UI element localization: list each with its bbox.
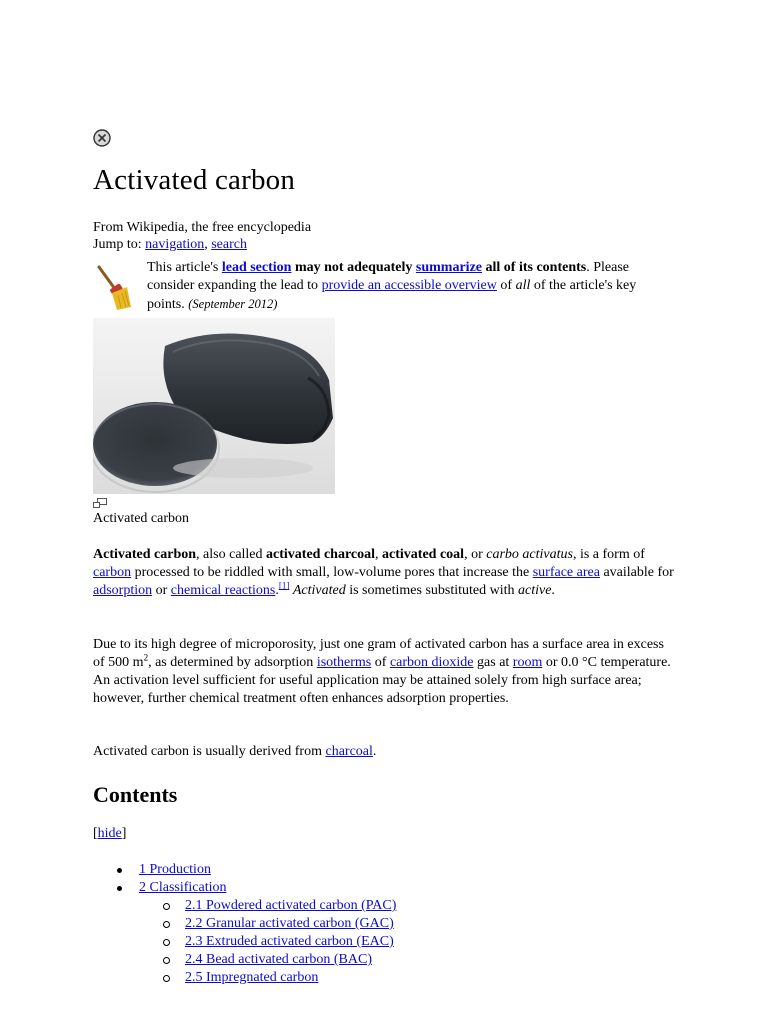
toc-link-production[interactable]: 1 Production	[139, 862, 211, 877]
notice-text: of	[496, 278, 516, 293]
carbon-link[interactable]: carbon	[93, 565, 132, 580]
bracket: [	[93, 826, 98, 841]
intro-paragraph-3	[93, 743, 678, 761]
para-text: .	[551, 583, 555, 598]
lead-section-link[interactable]: lead section	[221, 260, 292, 275]
para-text: .	[275, 583, 279, 598]
jump-separator: ,	[204, 237, 212, 252]
chemical-reactions-link[interactable]: chemical reactions	[170, 583, 276, 598]
toc-link-eac[interactable]: 2.3 Extruded activated carbon (EAC)	[185, 934, 394, 949]
circle-bullet	[163, 921, 170, 928]
from-text: From Wikipedia, the free encyclopedia	[93, 220, 312, 235]
circle-bullet	[163, 975, 170, 982]
para-text: gas at	[473, 655, 513, 670]
superscript: 2	[143, 652, 149, 663]
toc-link-gac[interactable]: 2.2 Granular activated carbon (GAC)	[185, 916, 394, 931]
circle-bullet	[163, 903, 170, 910]
toc-toggle	[93, 826, 126, 842]
hide-toc-link[interactable]: hide	[97, 826, 122, 841]
jump-search-link[interactable]: search	[211, 237, 247, 252]
intro-paragraph-1	[93, 546, 678, 600]
para-text: , or	[464, 547, 487, 562]
term-italic: active	[518, 583, 552, 598]
summarize-link[interactable]: summarize	[415, 260, 482, 275]
accessible-overview-link[interactable]: provide an accessible overview	[321, 278, 497, 293]
term-bold: activated coal	[382, 547, 465, 562]
enlarge-icon[interactable]	[93, 498, 107, 508]
para-text: is sometimes substituted with	[345, 583, 518, 598]
bullet	[117, 868, 122, 873]
para-text: , as determined by adsorption	[148, 655, 317, 670]
jump-line	[93, 236, 311, 253]
para-text: ,	[375, 547, 383, 562]
para-text: , is a form of	[572, 547, 645, 562]
toc-link-classification[interactable]: 2 Classification	[139, 880, 227, 895]
notice-text: This article's	[147, 260, 222, 275]
para-text: Due to its high degree of microporosity, just one gram of activated carbon has a surface area in excess of 500 m	[93, 637, 664, 670]
notice-text: of the article's key points.	[147, 278, 637, 312]
circle-bullet	[163, 939, 170, 946]
para-text: processed to be riddled with small, low-volume pores that increase the	[131, 565, 533, 580]
surface-area-link[interactable]: surface area	[532, 565, 600, 580]
isotherms-link[interactable]: isotherms	[316, 655, 372, 670]
para-text: Activated carbon is usually derived from	[93, 744, 326, 759]
page-title: Activated carbon	[93, 164, 296, 196]
circle-bullet	[163, 957, 170, 964]
notice-date: (September 2012)	[188, 297, 278, 311]
cleanup-notice	[93, 259, 693, 315]
toc-link-bac[interactable]: 2.4 Bead activated carbon (BAC)	[185, 952, 372, 967]
para-text: or 0.0 °C temperature. An activation level sufficient for useful application may be attained solely from high surface area; however, further chemical treatment often enhances adsorption properties.	[93, 655, 671, 706]
room-link[interactable]: room	[512, 655, 543, 670]
toc-link-pac[interactable]: 2.1 Powdered activated carbon (PAC)	[185, 898, 397, 913]
notice-text-bold: all of its contents	[482, 260, 587, 275]
notice-text: . Please consider expanding the lead to	[147, 260, 629, 293]
image-caption: Activated carbon	[93, 511, 190, 526]
reference-link[interactable]: [1]	[278, 580, 290, 591]
para-text: or	[152, 583, 171, 598]
para-text: .	[372, 744, 377, 759]
toc-link-impregnated[interactable]: 2.5 Impregnated carbon	[185, 970, 319, 985]
jump-label: Jump to:	[93, 237, 142, 252]
para-text: , also called	[196, 547, 267, 562]
close-icon[interactable]	[93, 129, 111, 147]
intro-paragraph-2	[93, 636, 678, 708]
bullet	[117, 886, 122, 891]
term-bold: Activated carbon	[93, 547, 197, 562]
notice-text-italic: all	[515, 278, 531, 293]
notice-text-bold: may not adequately	[291, 260, 416, 275]
term-italic: carbo activatus	[486, 547, 573, 562]
cleanup-notice-text	[147, 259, 667, 314]
para-text: of	[371, 655, 390, 670]
broom-icon	[93, 263, 133, 311]
bracket: ]	[121, 826, 127, 841]
activated-carbon-image[interactable]	[93, 318, 335, 494]
contents-heading: Contents	[93, 782, 178, 807]
term-italic: Activated	[292, 583, 346, 598]
adsorption-link[interactable]: adsorption	[93, 583, 153, 598]
para-text: available for	[599, 565, 674, 580]
site-sub	[93, 219, 311, 253]
charcoal-link[interactable]: charcoal	[325, 744, 373, 759]
term-bold: activated charcoal	[266, 547, 376, 562]
jump-navigation-link[interactable]: navigation	[145, 237, 205, 252]
carbon-dioxide-link[interactable]: carbon dioxide	[389, 655, 474, 670]
